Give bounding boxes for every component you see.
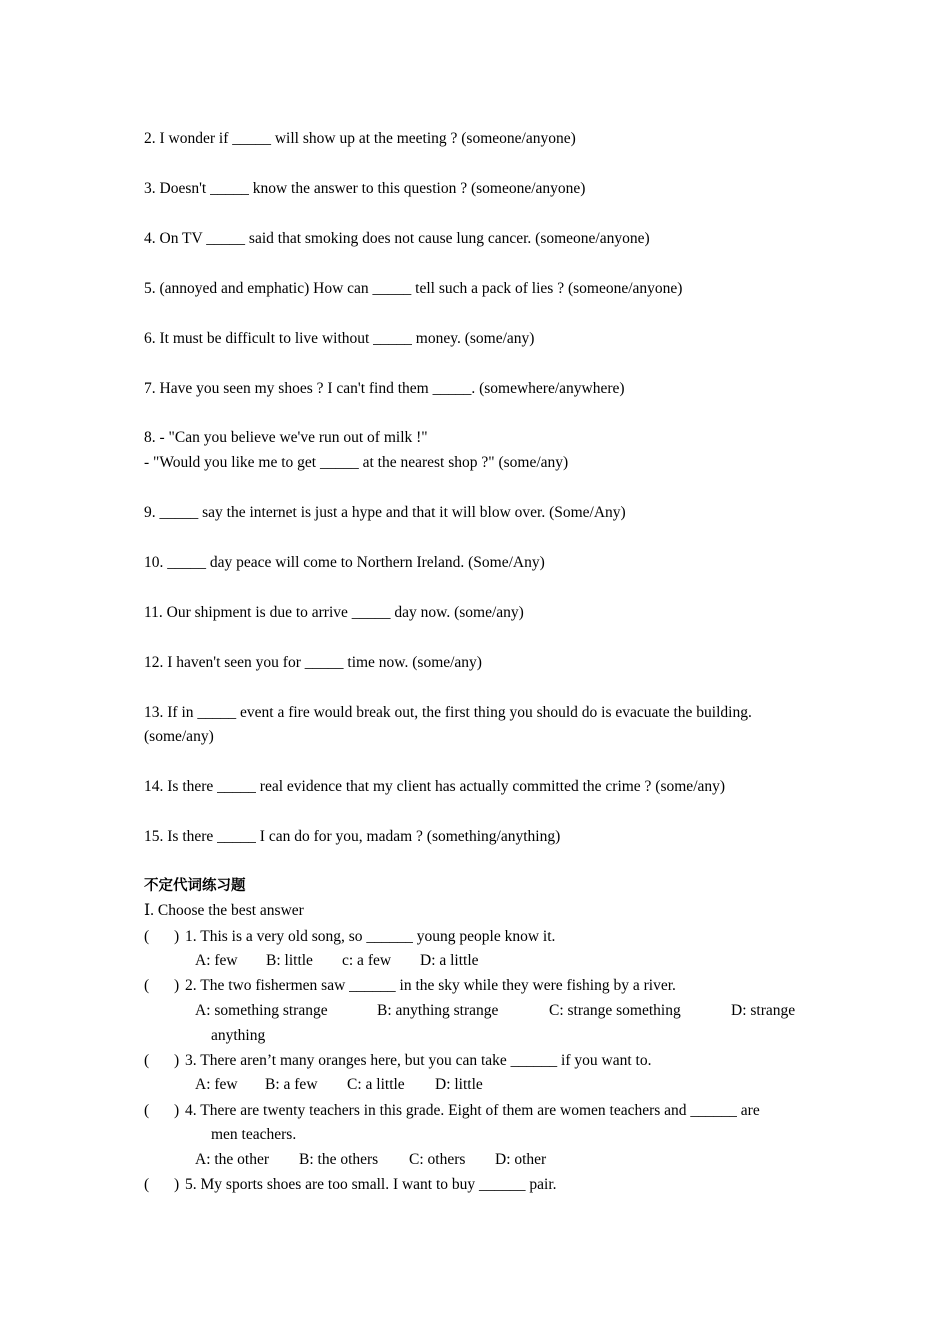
- answer-bracket-open: (: [144, 977, 150, 994]
- exercise-item: 10. _____ day peace will come to Northern Ireland. (Some/Any): [144, 554, 545, 571]
- exercise-item: 15. Is there _____ I can do for you, madam ? (something/anything): [144, 828, 561, 845]
- exercise-item: 2. I wonder if _____ will show up at the meeting ? (someone/anyone): [144, 130, 576, 147]
- option-a: A: few: [195, 952, 238, 969]
- exercise-item: 8. - "Can you believe we've run out of milk !": [144, 429, 428, 446]
- exercise-item: 4. On TV _____ said that smoking does not cause lung cancer. (someone/anyone): [144, 230, 650, 247]
- answer-bracket-open: (: [144, 928, 150, 945]
- question-text-wrap: men teachers.: [211, 1126, 297, 1143]
- exercise-item: 11. Our shipment is due to arrive _____ day now. (some/any): [144, 604, 524, 621]
- exercise-item: 12. I haven't seen you for _____ time now. (some/any): [144, 654, 482, 671]
- option-c: c: a few: [342, 952, 392, 969]
- option-b: B: a few: [265, 1076, 318, 1093]
- option-b: B: anything strange: [377, 1002, 499, 1019]
- answer-bracket-close: ): [174, 977, 180, 994]
- question-text: 1. This is a very old song, so ______ young people know it.: [185, 928, 556, 945]
- question-text: 4. There are twenty teachers in this grade. Eight of them are women teachers and ______ are: [185, 1102, 760, 1119]
- answer-bracket-open: (: [144, 1052, 150, 1069]
- option-a: A: something strange: [195, 1002, 328, 1019]
- question-text: 2. The two fishermen saw ______ in the sky while they were fishing by a river.: [185, 977, 676, 994]
- answer-bracket-close: ): [174, 1052, 180, 1069]
- exercise-item: 7. Have you seen my shoes ? I can't find them _____. (somewhere/anywhere): [144, 380, 625, 397]
- section-instruction: Ⅰ. Choose the best answer: [144, 902, 304, 919]
- exercise-item: 13. If in _____ event a fire would break out, the first thing you should do is evacuate the building.: [144, 704, 752, 721]
- option-b: B: the others: [299, 1151, 379, 1168]
- exercise-item: 14. Is there _____ real evidence that my client has actually committed the crime ? (some/any): [144, 778, 726, 795]
- exercise-item: 3. Doesn't _____ know the answer to this question ? (someone/anyone): [144, 180, 586, 197]
- option-c: C: others: [409, 1151, 466, 1168]
- question-text: 3. There aren’t many oranges here, but you can take ______ if you want to.: [185, 1052, 652, 1069]
- option-c: C: a little: [347, 1076, 405, 1093]
- answer-bracket-close: ): [174, 1102, 180, 1119]
- option-d: D: a little: [420, 952, 479, 969]
- option-a: A: few: [195, 1076, 238, 1093]
- answer-bracket-close: ): [174, 1176, 180, 1193]
- exercise-item-continued: - "Would you like me to get _____ at the nearest shop ?" (some/any): [144, 454, 569, 471]
- section-title: 不定代词练习题: [144, 878, 246, 894]
- option-d: D: strange: [731, 1002, 796, 1019]
- option-b: B: little: [266, 952, 313, 969]
- options-row-wrap: anything: [211, 1027, 266, 1044]
- answer-bracket-close: ): [174, 928, 180, 945]
- option-d: D: little: [435, 1076, 483, 1093]
- exercise-item: 9. _____ say the internet is just a hype and that it will blow over. (Some/Any): [144, 504, 626, 521]
- exercise-item-continued: (some/any): [144, 728, 214, 745]
- answer-bracket-open: (: [144, 1176, 150, 1193]
- option-d: D: other: [495, 1151, 547, 1168]
- option-c: C: strange something: [549, 1002, 681, 1019]
- option-a: A: the other: [195, 1151, 270, 1168]
- exercise-item: 6. It must be difficult to live without _____ money. (some/any): [144, 330, 535, 347]
- question-text: 5. My sports shoes are too small. I want to buy ______ pair.: [185, 1176, 557, 1193]
- answer-bracket-open: (: [144, 1102, 150, 1119]
- exercise-item: 5. (annoyed and emphatic) How can _____ tell such a pack of lies ? (someone/anyone): [144, 280, 683, 297]
